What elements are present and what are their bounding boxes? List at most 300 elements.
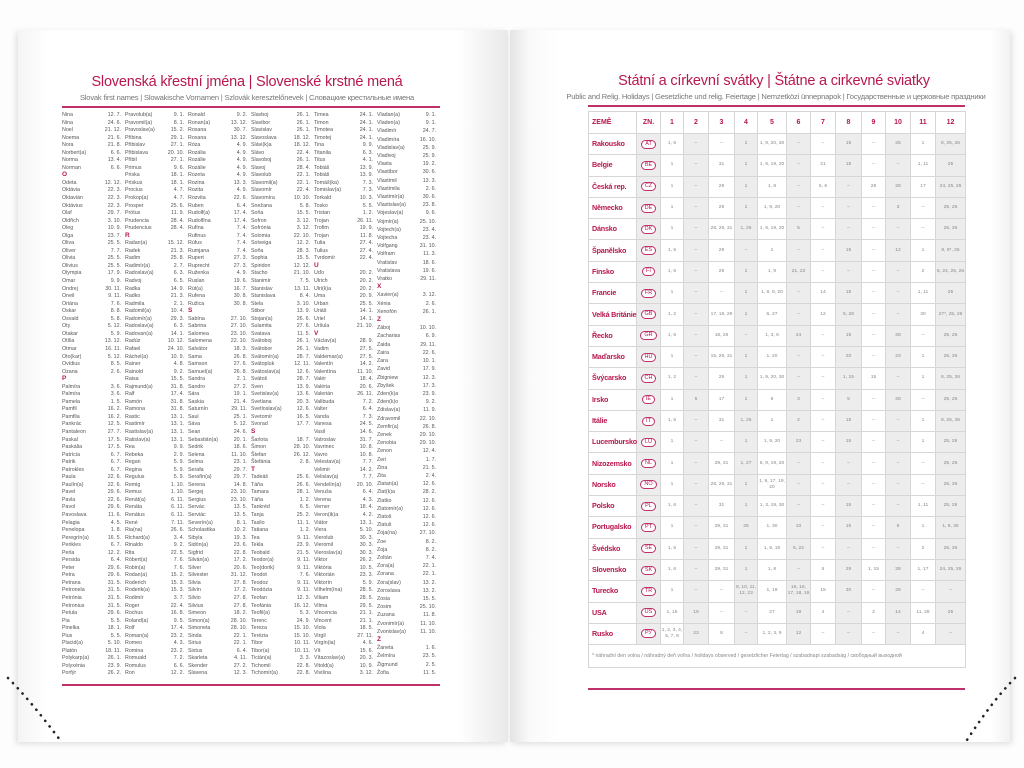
name: Pamela <box>62 398 80 405</box>
name-entry <box>377 644 440 652</box>
name: Rastislav(a) <box>125 428 153 435</box>
name-day: 26. 6. <box>296 315 310 322</box>
table-row <box>589 389 966 410</box>
holiday-cell: – <box>886 368 911 389</box>
name-entry <box>377 521 440 529</box>
name-day: 26. 6. <box>296 481 310 488</box>
table-row <box>589 325 966 346</box>
name: Petrónia <box>62 595 82 601</box>
holiday-cell: 19 <box>787 602 811 623</box>
name-entry <box>314 232 377 240</box>
name: Oliver <box>62 247 76 254</box>
name-entry <box>314 602 377 610</box>
name: Virgil <box>314 632 326 639</box>
name: Otakar <box>62 330 78 337</box>
name-entry <box>314 473 377 481</box>
name-entry <box>125 617 188 625</box>
name-entry <box>188 496 251 504</box>
name-day: 7. 5. <box>299 278 310 285</box>
name: Zoltán <box>377 554 392 561</box>
name: Radka <box>125 285 141 292</box>
name-day: 7. 2. <box>362 398 373 405</box>
holiday-cell: – <box>911 325 936 346</box>
name-entry <box>62 571 125 579</box>
name-entry <box>377 332 440 340</box>
name-day: 12. 12. <box>104 179 121 186</box>
name-day: 8. 1. <box>236 519 247 526</box>
holiday-cell: 1, 9, 19, 20 <box>758 155 787 176</box>
holiday-cell: – <box>862 134 886 155</box>
name: Slavomil(a) <box>251 179 278 186</box>
name-day: 11. 5. <box>297 330 310 337</box>
name: Patrícia <box>62 451 80 458</box>
name-entry <box>314 669 377 677</box>
holiday-cell: 1, 6 <box>661 261 684 282</box>
name: Romeo <box>125 640 143 647</box>
holiday-cell: – <box>684 517 709 538</box>
name-day: 5. 9. <box>362 579 373 586</box>
name: Peregrín(a) <box>62 534 89 541</box>
name: Verner <box>314 504 330 511</box>
name: Róza <box>188 142 201 149</box>
name-day: 26. 1. <box>296 119 310 126</box>
name-entry <box>125 330 188 338</box>
holiday-cell: 1, 15 <box>862 559 886 580</box>
holiday-cell: – <box>787 176 811 197</box>
name-entry <box>188 443 251 451</box>
holiday-cell: 1, 6 <box>661 559 684 580</box>
name-entry <box>377 152 440 160</box>
name-entry <box>188 209 251 217</box>
name: Rumjana <box>188 247 210 254</box>
country-name: Švédsko <box>589 538 637 559</box>
name-entry <box>62 119 125 127</box>
holiday-cell: – <box>787 304 811 325</box>
name-day: 13. 12. <box>104 338 121 345</box>
name-entry <box>314 383 377 391</box>
name: Svätoslav(a) <box>251 368 281 375</box>
table-row <box>589 623 966 644</box>
name-entry <box>62 186 125 194</box>
name-entry <box>188 564 251 572</box>
name-day: 7. 11. <box>171 519 184 526</box>
name-day: 21. 5. <box>296 549 310 556</box>
name: Tereza <box>251 625 267 632</box>
holiday-cell: – <box>886 496 911 517</box>
holiday-cell: – <box>684 538 709 559</box>
name-day: 26. 1. <box>422 308 436 315</box>
name-day: 22. 6. <box>233 195 247 202</box>
name-entry <box>62 609 125 617</box>
name-entry <box>125 194 188 202</box>
holiday-cell: 15 <box>862 368 886 389</box>
name: Noel <box>62 127 73 134</box>
country-code-badge: TR <box>641 587 656 596</box>
name-day: 25. 5. <box>107 262 121 269</box>
holiday-cell: 1 <box>735 559 758 580</box>
holiday-cell: – <box>787 155 811 176</box>
holiday-cell: 15 <box>836 240 862 261</box>
name-entry <box>62 473 125 481</box>
name-entry <box>188 262 251 270</box>
name-day: 27. 4. <box>359 240 373 247</box>
name-entry <box>188 119 251 127</box>
name-day: 12. 11. <box>294 361 310 368</box>
name-entry <box>125 488 188 496</box>
name: Timea <box>314 112 329 118</box>
holiday-cell: – <box>886 261 911 282</box>
name-entry <box>377 291 440 299</box>
name-entry <box>251 496 314 504</box>
name-day: 24. 6. <box>107 119 121 126</box>
holiday-cell: – <box>811 538 836 559</box>
name: Simoneta <box>188 625 211 632</box>
name-day: 4. 9. <box>236 149 247 156</box>
holiday-cell: – <box>886 538 911 559</box>
name-entry <box>377 439 440 447</box>
name-entry <box>377 415 440 423</box>
country-code-cell <box>637 219 661 240</box>
name: Vratislav <box>377 259 398 266</box>
name: Oto(kar) <box>62 353 82 360</box>
name: Zlatoš <box>377 513 392 520</box>
holiday-cell: 31 <box>709 496 735 517</box>
column-header: 9 <box>862 112 886 134</box>
name-day: 3. 6. <box>110 383 121 390</box>
name-entry <box>125 262 188 270</box>
name: Urban <box>314 300 329 307</box>
name-entry <box>188 134 251 142</box>
name: Tea <box>251 534 260 541</box>
name: Pia <box>62 617 70 624</box>
holiday-cell: 25, 26 <box>936 538 966 559</box>
letter-heading <box>314 330 377 338</box>
name: Radovan(a) <box>125 330 153 337</box>
name: Tvrdomír <box>314 255 336 262</box>
name-day: 12. 4. <box>422 448 436 455</box>
name-entry <box>377 382 440 390</box>
name-entry <box>125 541 188 549</box>
name: Raisa <box>125 376 139 383</box>
name-day: 6. 4. <box>362 489 373 496</box>
name-day: 4. 11. <box>234 655 247 662</box>
name-day: 29. 6. <box>107 610 121 617</box>
holiday-cell: 6, 22 <box>787 538 811 559</box>
name-entry <box>62 624 125 632</box>
holiday-cell: – <box>787 453 811 474</box>
holiday-cell: – <box>684 283 709 304</box>
name: Oty <box>62 323 71 330</box>
name: Remus <box>125 489 142 496</box>
holiday-cell: 1, 15 <box>661 602 684 623</box>
holiday-cell: – <box>911 197 936 218</box>
holiday-cell: 1 <box>735 134 758 155</box>
name: Ondrej <box>62 285 78 292</box>
holiday-cell: 12 <box>811 304 836 325</box>
name: Zlat(k)a <box>377 489 395 496</box>
name-entry <box>62 111 125 119</box>
name: Rozina <box>188 179 205 186</box>
name-day: 23. 3. <box>359 572 373 579</box>
name-entry <box>251 156 314 164</box>
name: Zenobia <box>377 440 397 447</box>
name: Simon(a) <box>188 617 210 624</box>
name-day: 5. 3. <box>299 610 310 617</box>
binding-holes-right <box>955 670 1024 750</box>
name-day: 27. 7. <box>107 428 121 435</box>
country-code-badge: NL <box>641 459 656 468</box>
name-entry <box>251 488 314 496</box>
name-entry <box>314 315 377 323</box>
name: Ria(na) <box>125 527 143 534</box>
name-entry <box>314 586 377 594</box>
country-code-cell <box>637 602 661 623</box>
name: Slavomír <box>251 187 272 194</box>
name: Viliam <box>314 595 329 601</box>
name: Stojan(a) <box>251 315 273 322</box>
name: Ruženka <box>188 270 209 277</box>
holiday-cell: – <box>709 283 735 304</box>
name-day: 22. 6. <box>422 349 436 356</box>
holiday-cell: 29 <box>709 197 735 218</box>
name-entry <box>377 136 440 144</box>
country-code-badge: SE <box>641 544 656 553</box>
holiday-cell: – <box>684 581 709 602</box>
name-entry <box>377 390 440 398</box>
name-entry <box>62 413 125 421</box>
name-day: 26. 11. <box>357 391 373 398</box>
name-day: 13. 9. <box>359 172 373 179</box>
name: Palmíra <box>62 391 81 398</box>
name: Teofil(a) <box>251 610 270 617</box>
name-day: 24. 5. <box>359 421 373 428</box>
holiday-cell: – <box>811 517 836 538</box>
name: Rozvita <box>188 195 206 202</box>
name-entry <box>125 322 188 330</box>
name-day: 6. 4. <box>362 406 373 413</box>
name-entry <box>377 168 440 176</box>
name-day: 1. 7. <box>425 456 436 463</box>
name: Volfgang <box>377 243 398 250</box>
name: Scholastika <box>188 527 216 534</box>
name: Radan(a) <box>125 240 148 247</box>
name-entry <box>62 647 125 655</box>
name-entry <box>251 526 314 534</box>
name-day: 9. 9. <box>173 444 184 451</box>
name: Odeta <box>62 179 77 186</box>
holiday-cell: – <box>787 197 811 218</box>
name-entry <box>377 587 440 595</box>
name-day: 4. 3. <box>173 640 184 647</box>
name: Slavoj <box>251 164 266 171</box>
name: Norman <box>62 164 81 171</box>
name-day: 3. 10. <box>107 217 121 224</box>
name-entry <box>188 232 251 240</box>
name-entry <box>377 127 440 135</box>
name: Viátor <box>314 519 328 526</box>
name-day: 13. 9. <box>296 383 310 390</box>
holiday-cell: 1 <box>735 432 758 453</box>
name-day: 13. 12. <box>230 134 247 141</box>
name-entry <box>62 420 125 428</box>
name: Salomea <box>188 330 209 337</box>
holiday-cell: – <box>836 602 862 623</box>
name-day: 7. 3. <box>362 413 373 420</box>
name-entry <box>125 579 188 587</box>
name-day: 21. 8. <box>107 142 121 149</box>
name-day: 16. 2. <box>107 406 121 413</box>
holiday-cell: 1 <box>735 368 758 389</box>
name-day: 16. 11. <box>105 345 121 352</box>
name: Silver <box>188 564 202 571</box>
name-day: 18. 1. <box>170 172 184 179</box>
name-entry <box>125 111 188 119</box>
country-name: Slovensko <box>589 559 637 580</box>
name-entry <box>377 365 440 373</box>
name-entry <box>314 458 377 466</box>
holiday-cell: 1, 6 <box>661 496 684 517</box>
name: Stela <box>251 300 264 307</box>
name: Sinda <box>188 632 202 639</box>
name-entry <box>188 330 251 338</box>
name-day: 11. 8. <box>360 232 373 239</box>
name-entry <box>188 111 251 119</box>
name-entry <box>188 662 251 670</box>
name-day: 31. 8. <box>170 406 184 413</box>
name-entry <box>188 247 251 255</box>
holiday-cell: 2 <box>911 538 936 559</box>
name: Ráchel(a) <box>125 353 148 360</box>
holiday-cell: – <box>862 496 886 517</box>
name-day: 31. 8. <box>170 398 184 405</box>
country-code-badge: DE <box>641 204 657 213</box>
name: Radmila <box>125 300 145 307</box>
letter: T <box>251 465 255 473</box>
name-day: 3. 4. <box>173 534 184 541</box>
name-day: 2. 6. <box>425 300 436 307</box>
name-day: 18. 12. <box>293 142 310 149</box>
name-day: 10. 9. <box>359 662 373 669</box>
name: Sirius <box>188 640 202 647</box>
country-code-badge: CH <box>641 374 657 383</box>
name: Silvia <box>188 579 201 586</box>
name: Zeri <box>377 456 387 463</box>
holiday-cell: – <box>787 134 811 155</box>
name: Vlasta <box>377 161 392 168</box>
name: Saskia <box>188 398 204 405</box>
name-day: 22. 1. <box>296 172 310 179</box>
holiday-cell: 1 <box>735 283 758 304</box>
name: Štefan <box>251 451 267 458</box>
name-entry <box>62 541 125 549</box>
name-entry <box>188 405 251 413</box>
name-entry <box>125 654 188 662</box>
name-day: 22. 4. <box>296 149 310 156</box>
name-day: 27. 8. <box>233 579 247 586</box>
name-entry <box>314 269 377 277</box>
name: Palmíra <box>62 383 81 390</box>
name-entry <box>377 628 440 636</box>
name-entry <box>62 126 125 134</box>
name-day: 5. 9. <box>173 466 184 473</box>
column-header: 3 <box>709 112 735 134</box>
table-row <box>589 346 966 367</box>
name-day: 1. 10. <box>170 489 184 496</box>
name: Serafa <box>188 466 204 473</box>
name: Ramón <box>125 398 143 405</box>
name-entry <box>251 322 314 330</box>
name-day: 9. 2. <box>236 112 247 118</box>
country-code-badge: SK <box>641 566 656 575</box>
holiday-cell: 28, 29, 31 <box>709 474 735 495</box>
name-entry <box>125 277 188 285</box>
name-entry <box>251 262 314 270</box>
holiday-cell: – <box>684 559 709 580</box>
name: Teobald <box>251 549 270 556</box>
name: Vlastimila <box>377 185 400 192</box>
name-entry <box>188 224 251 232</box>
letter: Ž <box>377 636 381 643</box>
name-day: 22. 6. <box>107 474 121 481</box>
name-day: 17. 5. <box>107 436 121 443</box>
name: Oldřich <box>62 217 79 224</box>
name-day: 10. 12. <box>167 338 184 345</box>
country-code-cell <box>637 559 661 580</box>
name-day: 10. 3. <box>359 195 373 202</box>
name-day: 25. 8. <box>170 255 184 262</box>
name-entry <box>125 466 188 474</box>
name-day: 11. 10. <box>420 628 436 635</box>
name-entry <box>314 322 377 330</box>
letter-heading <box>251 466 314 474</box>
name-entry <box>377 513 440 521</box>
table-row <box>589 432 966 453</box>
name-entry <box>62 488 125 496</box>
name-entry <box>251 202 314 210</box>
name: Snežana <box>251 202 272 209</box>
holiday-cell: – <box>684 368 709 389</box>
name-entry <box>314 171 377 179</box>
name-entry <box>251 217 314 225</box>
name: Vojeslav(a) <box>377 210 404 217</box>
name: Venuša <box>314 489 332 496</box>
name: Rozália <box>188 149 206 156</box>
name-entry <box>125 149 188 157</box>
name-entry <box>62 141 125 149</box>
holiday-cell: 2 <box>862 602 886 623</box>
name-day: 11. 9. <box>423 407 436 414</box>
name: Zaira <box>377 349 390 356</box>
name-day: 14. 6. <box>359 428 373 435</box>
holiday-cell: – <box>836 197 862 218</box>
table-row <box>589 453 966 474</box>
name: Renáta <box>125 504 143 511</box>
name-day: 11. 9. <box>171 210 184 217</box>
name-day: 4. 5. <box>110 519 121 526</box>
name-entry <box>125 224 188 232</box>
name-day: 22. 6. <box>107 496 121 503</box>
name-entry <box>251 337 314 345</box>
name-entry <box>314 360 377 368</box>
holiday-cell: – <box>911 219 936 240</box>
name-entry <box>251 586 314 594</box>
name: Stanislava <box>251 293 276 300</box>
name: Svätopluk <box>251 361 275 368</box>
name-entry <box>62 534 125 542</box>
holiday-cell: – <box>787 368 811 389</box>
name-entry <box>251 549 314 557</box>
name: Zlatomír(a) <box>377 505 403 512</box>
